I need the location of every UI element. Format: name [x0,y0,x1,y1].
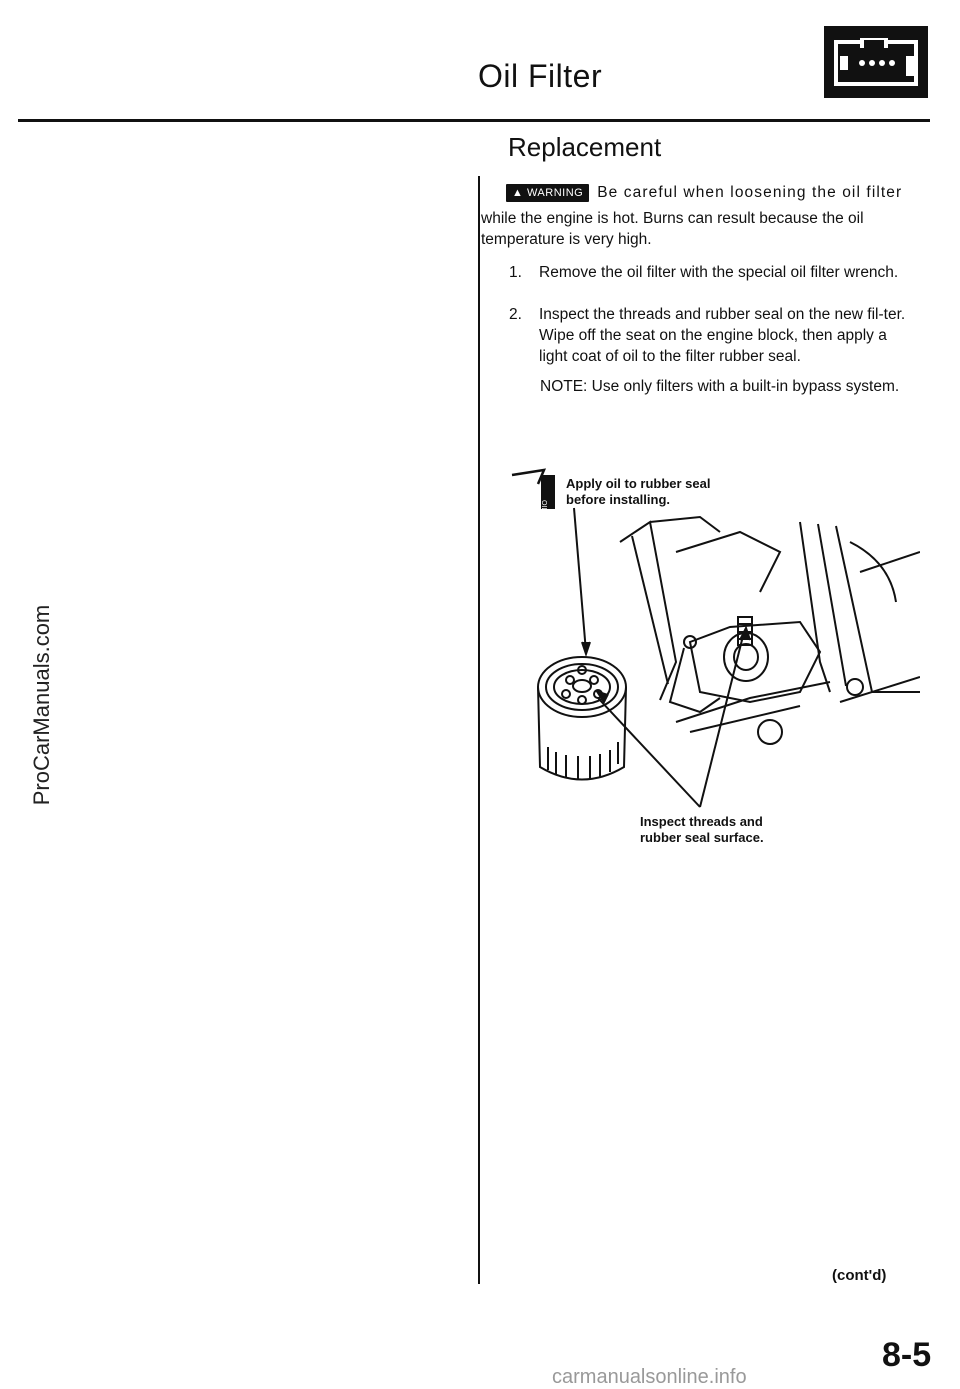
note: NOTE: Use only filters with a built-in bypass system. [540,378,900,395]
step-number: 1. [509,264,522,281]
callout-inspect-threads: Inspect threads and rubber seal surface. [640,814,764,845]
section-title: Replacement [508,132,662,162]
column-rule [478,176,480,1284]
step-2 [509,304,913,374]
watermark-bottom: carmanualsonline.info [552,1366,747,1388]
svg-text:OIL: OIL [540,500,547,512]
callout-apply-oil: Apply oil to rubber seal before installing. [566,476,711,507]
engine-icon [824,26,928,98]
page-title: Oil Filter [478,58,603,94]
warning-badge: ▲ WARNING [506,184,589,202]
header-rule [18,119,930,122]
step-number: 2. [509,306,522,323]
warning-text: while the engine is hot. Burns can result because the oil temperature is very high. [481,210,864,248]
oil-filter-illustration [500,462,920,862]
step-text: Remove the oil filter with the special oil filter wrench. [539,264,899,281]
oil-filter-figure [500,462,920,862]
watermark-left: ProCarManuals.com [29,604,54,806]
step-1 [509,262,913,286]
continued-label: (cont'd) [832,1267,887,1284]
page-number: 8-5 [882,1336,932,1374]
warning-line [506,184,902,202]
step-text: Inspect the threads and rubber seal on the new fil-ter. Wipe off the seat on the engine block, then apply a light coat of oil to the filter rubber seal. [539,306,906,365]
warning-first-line: Be careful when loosening the oil filter [597,184,903,201]
